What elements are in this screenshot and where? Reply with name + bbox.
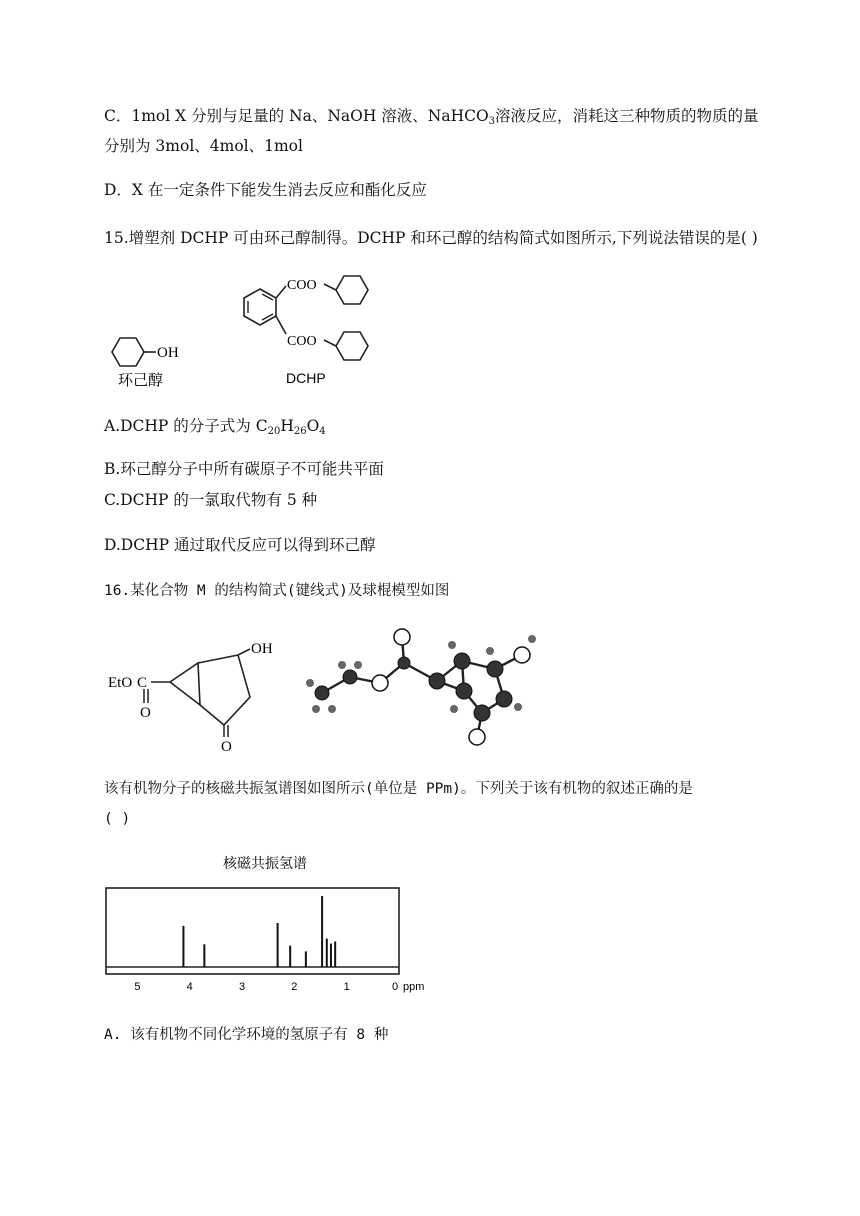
oh-label: OH <box>251 641 273 657</box>
model-hydrogen <box>514 703 522 711</box>
model-oxygen <box>514 647 530 663</box>
q14-option-c-subscript: 3 <box>488 116 496 127</box>
model-hydrogen <box>528 635 536 643</box>
q15-option-a-text: A.DCHP 的分子式为 C <box>104 417 268 435</box>
q15-option-a-h: H <box>280 417 294 435</box>
nmr-spectrum-chart <box>100 850 430 1000</box>
model-hydrogen <box>306 679 314 687</box>
q14-option-c-text-end: 溶液反应，消耗这三种物质的物质的量 <box>495 107 759 125</box>
ester-c-label: C <box>137 675 148 691</box>
q14-option-c-line1 <box>104 106 759 126</box>
model-hydrogen <box>354 661 362 669</box>
q16-answer-paren: ( ) <box>104 811 131 827</box>
dchp-cyclohexyl-top <box>336 276 368 304</box>
model-oxygen <box>394 629 410 645</box>
model-atom <box>474 705 490 721</box>
dchp-caption: DCHP <box>286 370 326 386</box>
x-tick-label-1: 1 <box>343 981 350 993</box>
cyclohexanol-ring <box>112 338 144 366</box>
dchp-ester-bond-top <box>324 284 336 290</box>
model-atom <box>487 661 503 677</box>
q15-stem: 15.增塑剂 DCHP 可由环己醇制得。DCHP 和环己醇的结构简式如图所示,下列说法错误的是( ) <box>104 229 758 247</box>
x-unit-label: ppm <box>403 981 425 993</box>
model-atom <box>315 686 329 700</box>
dchp-cyclohexyl-bottom <box>336 332 368 360</box>
q15-option-a-sub-o: 4 <box>319 426 326 437</box>
model-hydrogen <box>328 705 336 713</box>
dchp-coo-bottom-label: COO <box>287 334 317 349</box>
x-tick-label-5: 5 <box>134 981 141 993</box>
model-hydrogen <box>450 705 458 713</box>
q15-figure <box>100 268 390 398</box>
q15-option-b: B.环己醇分子中所有碳原子不可能共平面 <box>104 460 384 478</box>
q14-option-c-text: C．1mol X 分别与足量的 Na、NaOH 溶液、NaHCO <box>104 107 489 125</box>
x-tick-label-3: 3 <box>238 981 246 993</box>
eto-label: EtO <box>108 675 133 691</box>
model-oxygen <box>372 675 388 691</box>
model-atom <box>398 657 410 669</box>
q15-option-c: C.DCHP 的一氯取代物有 5 种 <box>104 491 318 509</box>
dchp-bottom-bond <box>276 316 286 334</box>
x-tick-label-2: 2 <box>291 981 298 993</box>
q16-stem: 16.某化合物 M 的结构简式(键线式)及球棍模型如图 <box>104 583 450 599</box>
dchp-ester-bond-bottom <box>324 340 336 346</box>
model-atom <box>456 683 472 699</box>
oh-bond <box>238 649 250 655</box>
q16-option-a: A. 该有机物不同化学环境的氢原子有 8 种 <box>104 1027 389 1043</box>
q14-option-c-line2: 分别为 3mol、4mol、1mol <box>104 137 303 155</box>
model-oxygen <box>469 729 485 745</box>
q15-option-d: D.DCHP 通过取代反应可以得到环己醇 <box>104 536 376 554</box>
x-tick-label-4: 4 <box>186 981 193 993</box>
ketone-o-label: O <box>221 739 232 755</box>
model-hydrogen <box>338 661 346 669</box>
q15-option-a-sub-h: 26 <box>293 426 307 437</box>
q16-ball-stick-model <box>292 625 547 750</box>
model-atom <box>429 673 445 689</box>
x-tick-label-0: 0 <box>391 981 399 993</box>
model-hydrogen <box>312 705 320 713</box>
model-atom <box>496 691 512 707</box>
cyclohexanol-caption: 环己醇 <box>118 372 164 389</box>
x-tick-labels <box>134 981 424 993</box>
ester-o-label: O <box>140 705 151 721</box>
cyclohexanol-oh-label: OH <box>157 345 179 361</box>
q15-option-a-sub-c: 20 <box>267 426 281 437</box>
model-hydrogen <box>486 647 494 655</box>
q15-option-a-o: O <box>306 417 320 435</box>
dchp-benzene-ring <box>244 289 276 325</box>
dchp-coo-top-label: COO <box>287 278 317 293</box>
model-atom <box>454 653 470 669</box>
bicyclic-ring <box>198 655 250 725</box>
chart-frame <box>106 888 399 974</box>
q16-structure-figure <box>100 625 285 755</box>
q16-nmr-intro: 该有机物分子的核磁共振氢谱图如图所示(单位是 PPm)。下列关于该有机物的叙述正确的是 <box>104 781 693 797</box>
nmr-peaks-group <box>183 896 335 967</box>
chart-title: 核磁共振氢谱 <box>223 855 307 871</box>
dchp-top-bond <box>276 286 286 298</box>
model-atom <box>343 670 357 684</box>
q15-option-a <box>104 416 326 436</box>
cyclopropane-ring <box>170 663 200 705</box>
model-hydrogen <box>448 641 456 649</box>
q14-option-d: D．X 在一定条件下能发生消去反应和酯化反应 <box>104 181 427 199</box>
